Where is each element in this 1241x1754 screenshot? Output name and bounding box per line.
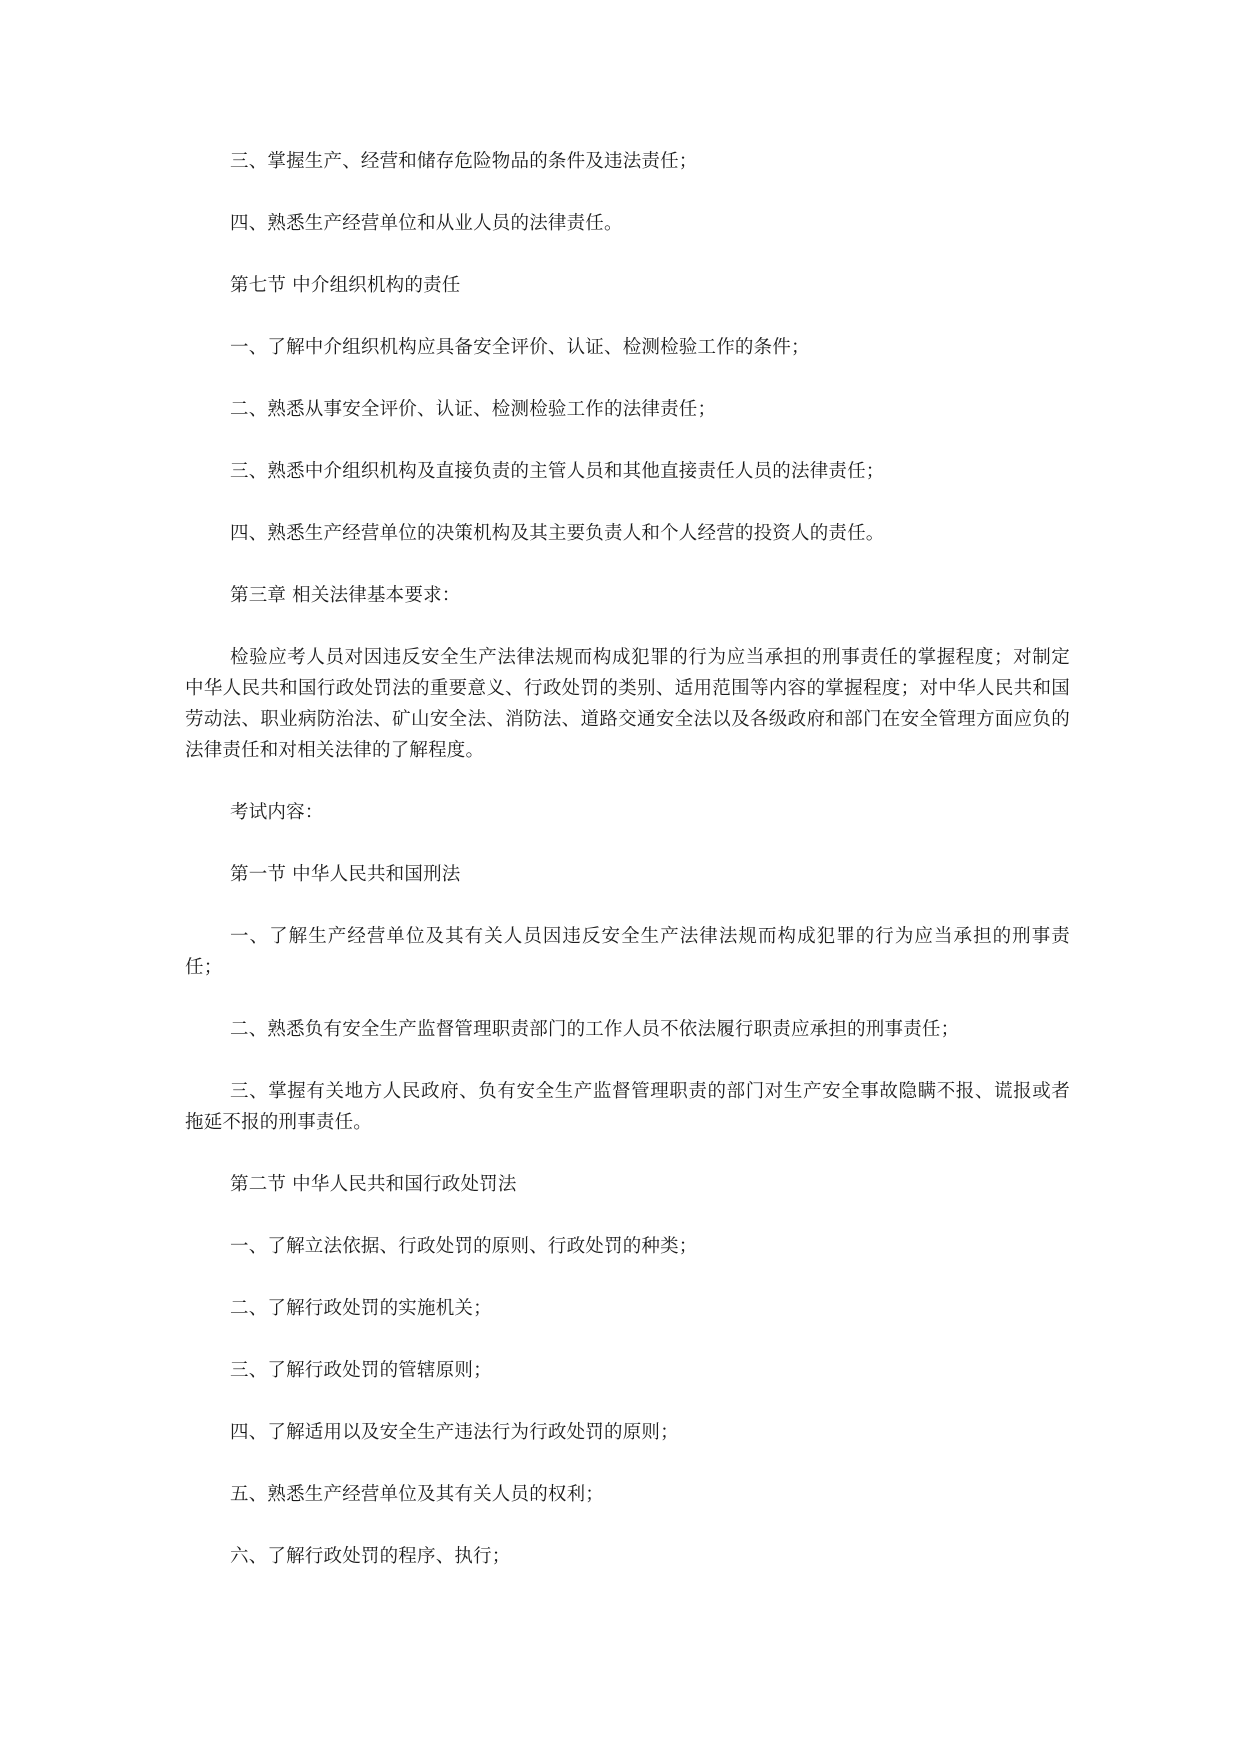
paragraph: 检验应考人员对因违反安全生产法律法规而构成犯罪的行为应当承担的刑事责任的掌握程度；对制定中华人民共和国行政处罚法的重要意义、行政处罚的类别、适用范围等内容的掌握程度；对中华人民共和国劳动法、职业病防治法、矿山安全法、消防法、道路交通安全法以及各级政府和部门在安全管理方面应负的法律责任和对相关法律的了解程度。 <box>185 647 1070 761</box>
paragraph: 一、了解立法依据、行政处罚的原则、行政处罚的种类； <box>230 1236 698 1257</box>
section-heading: 第一节 中华人民共和国刑法 <box>230 864 461 885</box>
paragraph: 一、了解中介组织机构应具备安全评价、认证、检测检验工作的条件； <box>230 337 810 358</box>
paragraph: 二、熟悉负有安全生产监督管理职责部门的工作人员不依法履行职责应承担的刑事责任； <box>230 1019 960 1040</box>
chapter-heading: 第三章 相关法律基本要求： <box>230 585 461 606</box>
paragraph: 考试内容： <box>230 802 324 823</box>
paragraph: 五、熟悉生产经营单位及其有关人员的权利； <box>230 1484 605 1505</box>
document-body <box>185 146 1070 1603</box>
paragraph: 四、熟悉生产经营单位的决策机构及其主要负责人和个人经营的投资人的责任。 <box>230 523 885 544</box>
paragraph: 二、熟悉从事安全评价、认证、检测检验工作的法律责任； <box>230 399 717 420</box>
paragraph: 四、了解适用以及安全生产违法行为行政处罚的原则； <box>230 1422 679 1443</box>
section-heading: 第七节 中介组织机构的责任 <box>230 275 461 296</box>
paragraph: 二、了解行政处罚的实施机关； <box>230 1298 492 1319</box>
section-heading: 第二节 中华人民共和国行政处罚法 <box>230 1174 517 1195</box>
paragraph: 一、了解生产经营单位及其有关人员因违反安全生产法律法规而构成犯罪的行为应当承担的刑事责任； <box>185 926 1070 978</box>
paragraph: 三、掌握有关地方人民政府、负有安全生产监督管理职责的部门对生产安全事故隐瞒不报、谎报或者拖延不报的刑事责任。 <box>185 1081 1070 1133</box>
paragraph: 三、了解行政处罚的管辖原则； <box>230 1360 492 1381</box>
paragraph: 四、熟悉生产经营单位和从业人员的法律责任。 <box>230 213 623 234</box>
paragraph: 三、掌握生产、经营和储存危险物品的条件及违法责任； <box>230 151 698 172</box>
paragraph: 六、了解行政处罚的程序、执行； <box>230 1546 511 1567</box>
paragraph: 三、熟悉中介组织机构及直接负责的主管人员和其他直接责任人员的法律责任； <box>230 461 885 482</box>
